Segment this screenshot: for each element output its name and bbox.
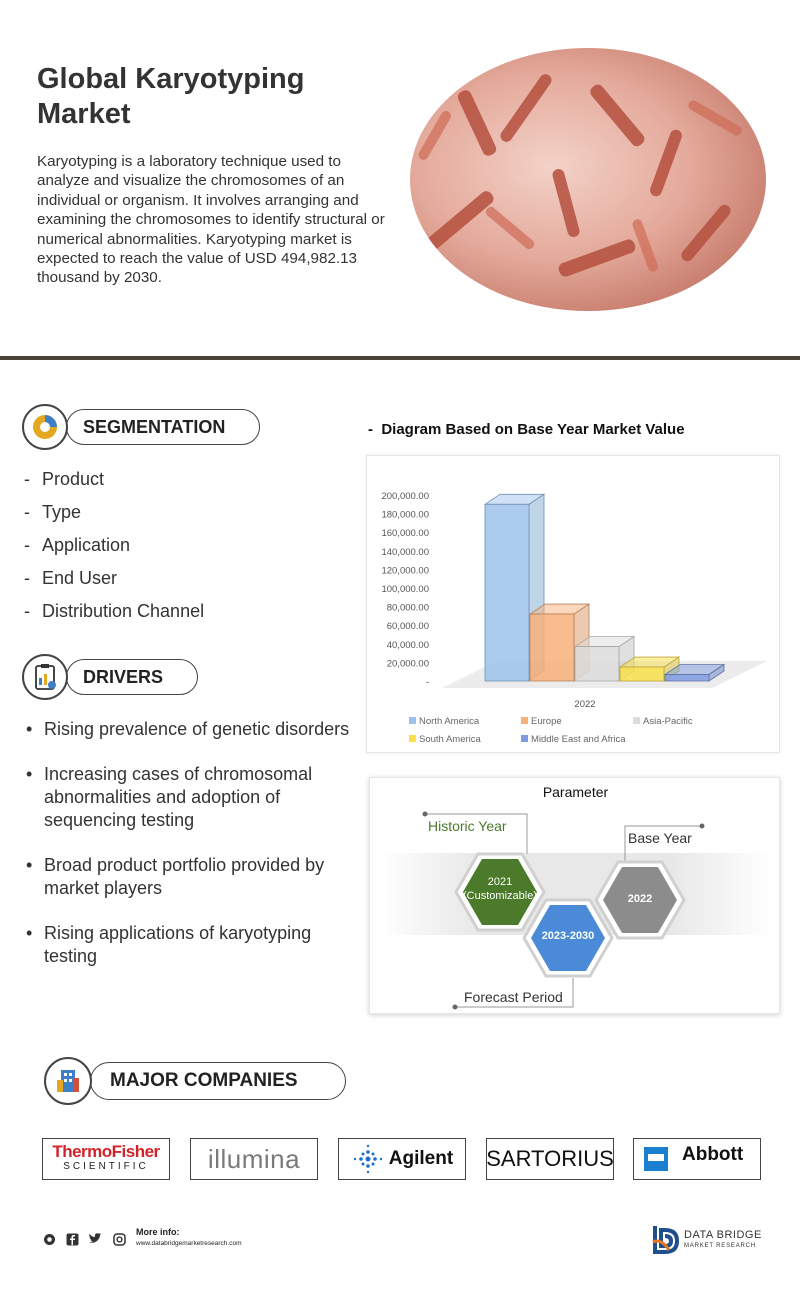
y-tick-label: 20,000.00: [386, 658, 429, 670]
segmentation-heading: SEGMENTATION: [83, 416, 226, 437]
bar: [485, 504, 529, 681]
legend-label: Middle East and Africa: [531, 734, 626, 745]
brand-tagline: MARKET RESEARCH: [684, 1243, 756, 1249]
segmentation-pill: [66, 409, 260, 445]
legend-swatch: [633, 717, 640, 724]
parameter-title: Parameter: [542, 784, 609, 800]
legend-swatch: [409, 735, 416, 742]
legend-swatch: [521, 735, 528, 742]
agilent-wordmark: Agilent: [388, 1148, 454, 1169]
more-info-label: More info:: [136, 1227, 180, 1237]
y-tick-label: 140,000.00: [381, 546, 429, 558]
legend-label: Europe: [531, 716, 562, 727]
y-tick-label: 80,000.00: [386, 602, 429, 614]
intro-paragraph: Karyotyping is a laboratory technique used to analyze and visualize the chromosomes of an individual or organism. It involves arranging and examining the chromosomes to identify structural or numerical abnormalities. Karyotyping market is expected to reach the value of USD 494,982.13 thousand by 2030.: [37, 153, 385, 287]
legend-label: Asia-Pacific: [643, 716, 693, 727]
brand-name: DATA BRIDGE: [684, 1229, 762, 1241]
legend-label: South America: [419, 734, 481, 745]
drivers-list: [24, 718, 354, 968]
bar: [575, 647, 619, 681]
illumina-wordmark: illumina: [207, 1143, 301, 1174]
bar: [665, 674, 709, 681]
list-item: • Increasing cases of chromosomal abnormalities and adoption of sequencing testing: [24, 763, 354, 832]
bar: [620, 667, 664, 681]
companies-heading: MAJOR COMPANIES: [110, 1070, 298, 1091]
legend-label: North America: [419, 716, 480, 727]
illumina-logo: [190, 1138, 318, 1180]
bar: [530, 614, 574, 681]
x-tick-label: 2022: [574, 699, 596, 710]
pie-chart-icon: [22, 404, 68, 450]
y-tick-label: 100,000.00: [381, 584, 429, 595]
base-year-label: Base Year: [628, 830, 692, 846]
bar-chart: [366, 455, 780, 753]
segmentation-list: [24, 466, 204, 631]
facebook-icon[interactable]: [65, 1232, 79, 1246]
whatsapp-icon[interactable]: [42, 1232, 56, 1246]
legend-swatch: [409, 717, 416, 724]
historic-year-text: 2021: [487, 876, 513, 888]
list-item: • Rising prevalence of genetic disorders: [24, 718, 354, 741]
list-item: - Application: [24, 532, 204, 565]
building-icon: [44, 1057, 92, 1105]
sartorius-logo: [486, 1138, 614, 1180]
list-item: - End User: [24, 565, 204, 598]
y-tick-label: 120,000.00: [381, 565, 429, 577]
abbott-logo: [633, 1138, 761, 1180]
drivers-pill: [66, 659, 198, 695]
abbott-symbol-icon: [640, 1143, 672, 1175]
abbott-wordmark: Abbott: [682, 1144, 744, 1165]
website-link[interactable]: www.databridgemarketresearch.com: [136, 1240, 242, 1247]
chart-heading-text: Diagram Based on Base Year Market Value: [381, 421, 685, 438]
forecast-period-value: 2023-2030: [541, 930, 595, 942]
twitter-icon[interactable]: [88, 1232, 102, 1246]
forecast-period-label: Forecast Period: [464, 989, 563, 1005]
historic-year-label: Historic Year: [428, 818, 507, 834]
parameter-panel: [369, 777, 780, 1014]
agilent-logo: [338, 1138, 466, 1180]
legend-swatch: [521, 717, 528, 724]
list-item: • Rising applications of karyotyping testing: [24, 922, 354, 968]
list-item: • Broad product portfolio provided by market players: [24, 854, 354, 900]
chart-title: - Diagram Based on Base Year Market Value: [368, 421, 685, 438]
y-tick-label: 60,000.00: [386, 621, 429, 633]
y-tick-label: 40,000.00: [386, 639, 429, 651]
list-item: - Distribution Channel: [24, 598, 204, 631]
agilent-spark-icon: [351, 1142, 385, 1176]
thermofisher-wordmark: ThermoFisher: [52, 1142, 160, 1161]
bar-chart-svg: [367, 456, 781, 754]
section-divider: [0, 356, 800, 360]
base-year-value: 2022: [627, 893, 653, 905]
y-tick-label: 200,000.00: [381, 491, 429, 502]
y-tick-label: 180,000.00: [381, 509, 429, 521]
list-item: - Product: [24, 466, 204, 499]
databridge-logo-icon: [651, 1224, 681, 1256]
thermofisher-logo: [42, 1138, 170, 1180]
y-tick-label: -: [425, 677, 429, 688]
drivers-heading: DRIVERS: [83, 666, 164, 687]
thermofisher-subtext: SCIENTIFIC: [63, 1161, 149, 1172]
instagram-icon[interactable]: [112, 1232, 126, 1246]
list-item: - Type: [24, 499, 204, 532]
clipboard-chart-icon: [22, 654, 68, 700]
y-tick-label: 160,000.00: [381, 528, 429, 540]
companies-pill: [90, 1062, 346, 1100]
historic-year-value: [460, 875, 540, 903]
sartorius-wordmark: SARTORIUS: [486, 1146, 614, 1171]
historic-year-note: (Customizable): [463, 890, 537, 902]
page-title: Global Karyotyping Market: [37, 63, 305, 130]
chromosome-image: [410, 48, 766, 311]
